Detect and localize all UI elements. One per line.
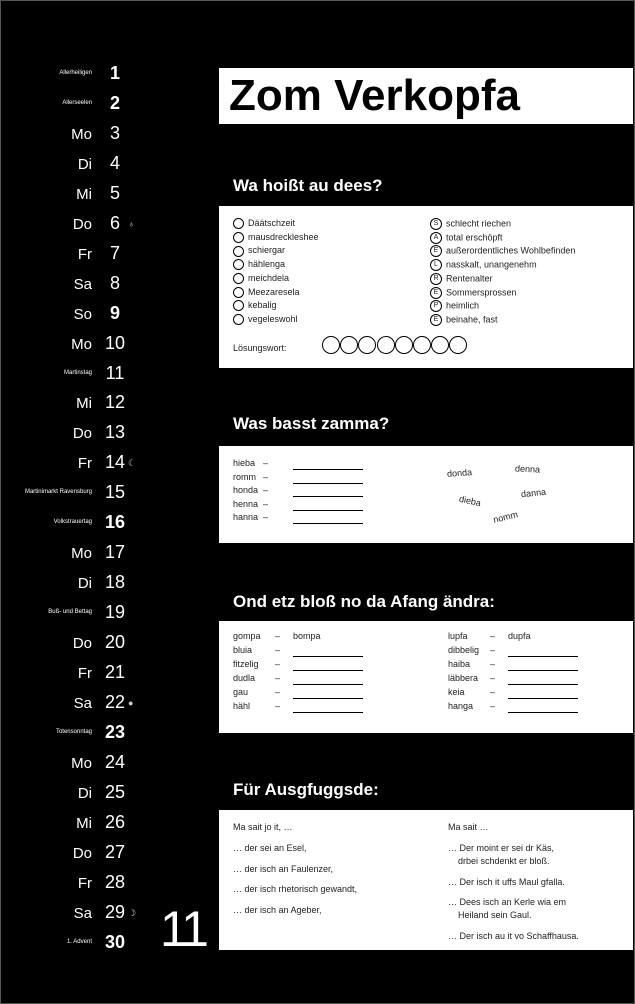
day-number: 27 [104, 841, 126, 862]
dash: – [275, 673, 281, 683]
meaning-item [430, 314, 498, 326]
day-weekday: Di [77, 155, 92, 173]
word-text: hählenga [248, 259, 286, 270]
day-weekday: Mo [71, 754, 92, 772]
letter-circle-icon: P [430, 300, 442, 312]
meaning-item [430, 300, 479, 312]
section4-heading: Für Ausgfuggsde: [233, 780, 379, 799]
saying-line: drbei schdenkt er bloß. [458, 856, 550, 866]
calendar-day-row [0, 750, 140, 778]
day-note: Volkstrauertag [53, 519, 92, 526]
calendar-day-row [0, 930, 140, 958]
change-item [233, 687, 281, 697]
day-number: 1 [109, 63, 120, 83]
change-word: hanga [448, 701, 474, 711]
day-number: 23 [104, 721, 126, 742]
calendar-day-row [0, 121, 140, 149]
answer-circle-icon [233, 300, 244, 311]
meaning-text: heimlich [446, 300, 480, 311]
dash: – [275, 687, 281, 697]
change-word: bluia [233, 645, 253, 655]
section2-panel [219, 446, 633, 543]
dash: – [263, 498, 269, 509]
day-weekday: Fr [77, 245, 92, 263]
word-item [233, 245, 285, 256]
day-weekday: Fr [77, 874, 92, 892]
dash: – [263, 458, 269, 468]
calendar-day-row [0, 900, 140, 928]
word-item [233, 232, 319, 243]
meaning-item [430, 245, 575, 257]
day-weekday: Mo [71, 335, 92, 353]
meaning-text: Rentenalter [446, 273, 493, 284]
dash: – [490, 645, 496, 655]
meaning-text: beinahe, fast [446, 314, 498, 325]
dash: – [263, 471, 269, 482]
word-item [233, 314, 298, 325]
change-item [233, 673, 281, 683]
word-text: vegeleswohl [248, 313, 298, 324]
saying-item: … der isch an Ageber, [233, 904, 322, 915]
title-box [219, 68, 633, 124]
change-item [233, 631, 321, 641]
letter-circle-icon: E [430, 245, 442, 257]
scatter-word: danna [520, 486, 547, 500]
answer-circle-icon [233, 314, 244, 325]
day-number: 25 [104, 781, 126, 802]
calendar-day-row [0, 151, 140, 179]
scatter-word: donda [446, 467, 473, 479]
day-number: 18 [104, 572, 126, 593]
saying-line: … Der isch it uffs Maul gfalla. [448, 877, 565, 887]
day-number: 5 [109, 182, 120, 203]
dash: – [490, 659, 496, 669]
calendar-day-row [0, 510, 140, 538]
calendar-day-row [0, 570, 140, 598]
dash: – [490, 687, 496, 697]
section4-right-title: Ma sait … [448, 822, 489, 832]
day-weekday: Fr [77, 455, 92, 473]
day-weekday: Di [77, 575, 92, 593]
letter-circle-icon: E [430, 314, 442, 326]
section4-panel [219, 810, 633, 950]
calendar-day-row [0, 840, 140, 868]
meaning-item [430, 287, 517, 299]
day-note: Allerheiligen [59, 70, 92, 76]
month-number: 11 [160, 901, 206, 957]
change-word: gompa [233, 631, 261, 641]
calendar-day-row [0, 271, 140, 299]
match-item [233, 471, 269, 482]
page-title: Zom Verkopfa [229, 71, 520, 120]
saying-meaning [448, 930, 579, 943]
answer-circle-icon [233, 273, 244, 284]
calendar-day-row [0, 660, 140, 688]
change-item [448, 645, 496, 655]
day-note: Buß- und Bettag [48, 609, 92, 616]
day-weekday: Do [72, 215, 92, 233]
dash: – [263, 512, 269, 522]
answer-line [508, 683, 578, 685]
day-number: 4 [109, 152, 120, 173]
change-item [448, 673, 496, 683]
answer-circle-icon [233, 246, 244, 257]
answer-line [293, 711, 363, 713]
meaning-text: außerordentliches Wohlbefinden [446, 245, 576, 256]
meaning-text: total erschöpft [446, 232, 503, 243]
solution-circle [395, 336, 413, 354]
moon-phase-icon: ☾ [128, 458, 137, 469]
word-item [233, 259, 285, 270]
day-number: 6 [109, 212, 120, 233]
day-weekday: Do [72, 425, 92, 443]
dash: – [275, 701, 281, 711]
day-number: 30 [104, 931, 126, 952]
day-number: 2 [109, 92, 120, 113]
letter-circle-icon: E [430, 287, 442, 299]
day-number: 7 [109, 242, 120, 263]
answer-line [508, 655, 578, 657]
day-number: 20 [104, 632, 126, 653]
day-weekday: Sa [73, 904, 92, 922]
change-word: dudla [233, 673, 256, 683]
answer-line [293, 482, 363, 484]
calendar-day-row [0, 690, 140, 718]
day-weekday: So [73, 305, 92, 323]
change-word: hähl [233, 701, 251, 711]
solution-circle [377, 336, 395, 354]
day-note: Martinstag [63, 369, 92, 376]
calendar-day-row [0, 810, 140, 838]
calendar-day-row [0, 870, 140, 898]
day-number: 28 [104, 871, 126, 892]
section4-left-title: Ma sait jo it, … [233, 822, 293, 832]
day-weekday: Di [77, 784, 92, 802]
saying-line: … Der isch au it vo Schaffhausa. [448, 931, 579, 941]
change-item [233, 701, 281, 711]
change-word: fitzelig [233, 659, 259, 669]
answer-line [293, 468, 363, 470]
word-text: kebalig [248, 300, 277, 311]
day-weekday: Fr [77, 665, 92, 682]
word-text: Meezaresela [248, 286, 300, 297]
dash: – [275, 631, 281, 641]
answer-line [508, 711, 578, 713]
change-item [233, 645, 281, 655]
answer-line [293, 495, 363, 497]
dash: – [275, 645, 281, 655]
calendar-day-row [0, 450, 140, 478]
dash: – [275, 659, 281, 669]
match-word: honda [233, 485, 259, 495]
change-word: keia [448, 687, 465, 697]
moon-phase-icon: ♁ [128, 218, 135, 229]
answer-circle-icon [233, 232, 244, 243]
scatter-word: dieba [458, 493, 482, 509]
change-item [448, 687, 496, 697]
match-item [233, 485, 269, 495]
day-number: 26 [104, 811, 126, 832]
scatter-word: denna [514, 463, 541, 475]
day-number: 19 [104, 602, 126, 623]
day-weekday: Do [72, 635, 92, 653]
day-weekday: Mi [76, 185, 92, 203]
calendar-day-row [0, 91, 140, 119]
day-note: Totensonntag [55, 728, 92, 735]
moon-phase-icon: ● [128, 697, 134, 708]
solution-circle [322, 336, 340, 354]
calendar-day-row [0, 61, 140, 89]
dash: – [263, 485, 269, 495]
calendar-day-row [0, 540, 140, 568]
change-answer: bompa [293, 631, 321, 641]
day-weekday: Do [72, 844, 92, 862]
match-word: hieba [233, 458, 256, 468]
calendar-day-row [0, 720, 140, 748]
word-text: meichdela [248, 272, 290, 283]
calendar-day-row [0, 181, 140, 209]
saying-meaning [448, 842, 554, 868]
word-text: Däätschzeit [248, 218, 296, 228]
day-number: 9 [109, 302, 120, 323]
day-number: 24 [104, 751, 126, 772]
letter-circle-icon: S [430, 218, 442, 230]
day-number: 29 [104, 901, 126, 922]
day-weekday: Sa [73, 275, 92, 293]
match-word: hanna [233, 512, 259, 522]
day-weekday: Sa [73, 694, 92, 712]
section3-heading: Ond etz bloß no da Afang ändra: [233, 592, 495, 611]
meaning-item [430, 232, 503, 244]
word-item [233, 300, 277, 311]
day-number: 13 [104, 422, 126, 443]
calendar-day-row [0, 241, 140, 269]
saying-line: … Dees isch an Kerle wia em [448, 897, 567, 907]
saying-item: … der sei an Esel, [233, 843, 307, 853]
day-note: 1. Advent [66, 938, 92, 945]
section3-panel [219, 621, 633, 733]
meaning-item [430, 273, 493, 285]
day-note: Martinimarkt Ravensburg [24, 489, 92, 496]
letter-circle-icon: A [430, 232, 442, 244]
meaning-item [430, 259, 537, 271]
day-number: 12 [104, 392, 126, 413]
match-word: romm [233, 471, 256, 482]
section1-heading: Wa hoißt au dees? [233, 176, 383, 195]
answer-line [293, 669, 363, 671]
calendar-day-row [0, 211, 140, 239]
saying-line: … Der moint er sei dr Käs, [448, 843, 555, 853]
answer-circle-icon [233, 218, 244, 229]
day-note: Allerseelen [62, 99, 92, 106]
day-number: 8 [109, 272, 120, 293]
calendar-day-row [0, 301, 140, 329]
saying-meaning [448, 876, 565, 889]
change-item [233, 659, 281, 669]
change-word: haiba [448, 659, 471, 669]
calendar-day-row [0, 361, 140, 389]
match-item [233, 458, 269, 468]
word-text: mausdreckleshee [248, 231, 319, 242]
answer-line [508, 669, 578, 671]
change-word: dibbelig [448, 645, 480, 655]
calendar-day-row [0, 331, 140, 359]
day-number: 21 [104, 662, 126, 682]
day-weekday: Mo [71, 125, 92, 143]
meaning-item [430, 218, 511, 230]
calendar-day-row [0, 480, 140, 508]
day-number: 11 [105, 362, 125, 383]
calendar-day-row [0, 420, 140, 448]
answer-line [293, 522, 363, 524]
day-number: 3 [109, 122, 120, 143]
saying-item: … der isch rhetorisch gewandt, [233, 884, 358, 894]
word-item [233, 287, 300, 298]
saying-line: Heiland sein Gaul. [458, 910, 532, 920]
answer-line [293, 655, 363, 657]
change-item [448, 701, 496, 711]
answer-line [508, 697, 578, 699]
scatter-word: nomm [492, 509, 519, 525]
solution-label: Lösungswort: [233, 343, 287, 353]
dash: – [490, 701, 496, 711]
answer-line [293, 509, 363, 511]
match-item [233, 512, 269, 522]
answer-line [293, 683, 363, 685]
letter-circle-icon: L [430, 259, 442, 271]
word-text: schiergar [248, 245, 286, 256]
change-item [448, 659, 496, 669]
saying-meaning [448, 896, 566, 922]
day-number: 15 [104, 482, 126, 503]
day-weekday: Mo [71, 545, 92, 563]
section2-heading: Was basst zamma? [233, 414, 390, 433]
word-item [233, 273, 289, 284]
day-number: 10 [104, 332, 126, 353]
saying-item: … der isch an Faulenzer, [233, 863, 334, 874]
calendar-day-row [0, 600, 140, 628]
letter-circle-icon: R [430, 273, 442, 285]
moon-phase-icon: ☽ [128, 907, 137, 918]
change-word: gau [233, 687, 249, 697]
day-weekday: Mi [76, 814, 92, 832]
word-item [233, 218, 295, 229]
dash: – [490, 631, 496, 641]
day-number: 16 [104, 512, 126, 533]
day-number: 14 [104, 452, 126, 473]
day-number: 17 [104, 542, 126, 563]
solution-circle [413, 336, 431, 354]
meaning-text: Sommersprossen [446, 286, 517, 297]
dash: – [490, 673, 496, 683]
change-item [448, 631, 531, 641]
answer-circle-icon [233, 259, 244, 270]
change-word: läbbera [448, 673, 479, 683]
change-answer: dupfa [508, 631, 531, 641]
meaning-text: schlecht riechen [446, 218, 512, 229]
match-item [233, 498, 269, 509]
day-weekday: Mi [76, 395, 92, 413]
match-word: henna [233, 498, 259, 509]
calendar-day-row [0, 780, 140, 808]
day-number: 22 [104, 691, 126, 712]
answer-circle-icon [233, 287, 244, 298]
answer-line [293, 697, 363, 699]
calendar-day-row [0, 390, 140, 418]
calendar-day-row [0, 630, 140, 658]
change-word: lupfa [448, 631, 468, 641]
meaning-text: nasskalt, unangenehm [446, 259, 537, 270]
